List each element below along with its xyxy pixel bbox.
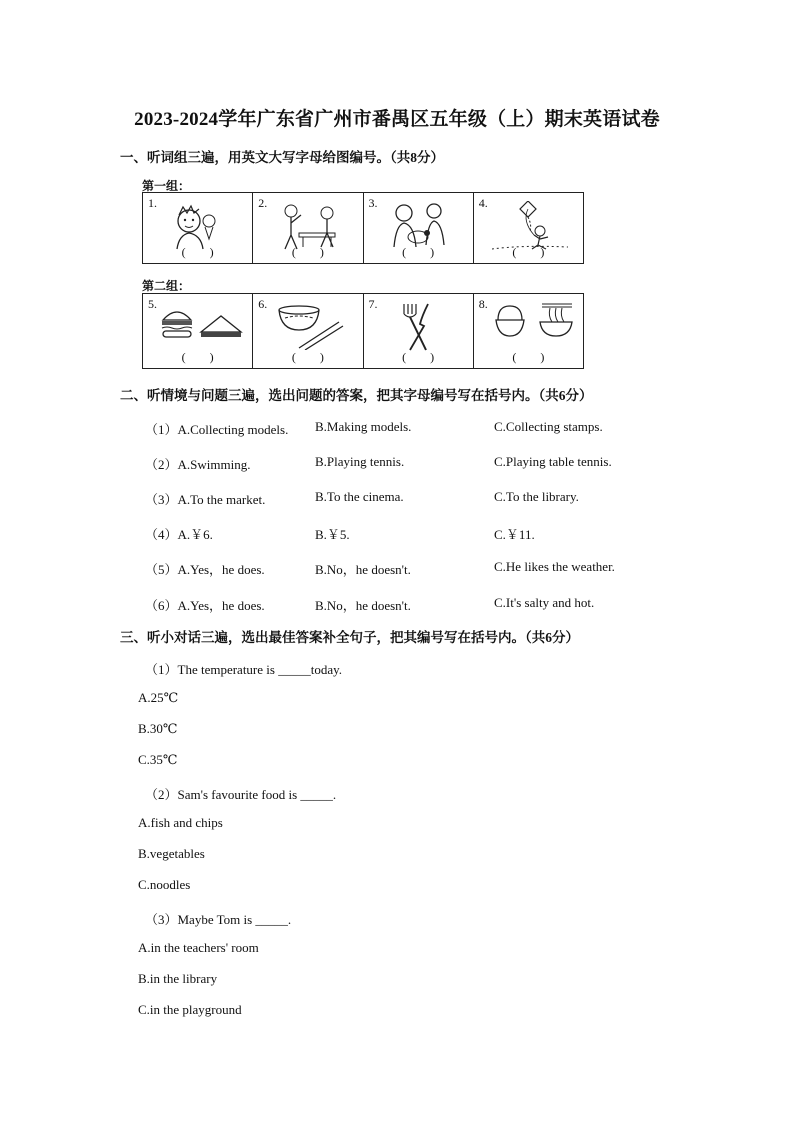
group2-grid: [142, 293, 584, 369]
item-number: 2.: [258, 196, 268, 210]
answer-option: B.30℃: [138, 721, 178, 736]
answer-option: A.in the teachers' room: [138, 940, 259, 955]
answer-blank: ( ): [512, 245, 545, 259]
question-text: （3）Maybe Tom is _____.: [145, 912, 292, 927]
hamburger-sandwich-icon: [157, 302, 247, 342]
option-c: C.￥11.: [494, 527, 535, 542]
option-c: C.He likes the weather.: [494, 559, 615, 574]
option-a: （5）A.Yes，he does.: [145, 562, 265, 577]
option-b: B.No，he doesn't.: [315, 562, 411, 577]
item-number: 1.: [148, 196, 157, 210]
option-c: C.It's salty and hot.: [494, 595, 595, 610]
item-number: 8.: [478, 297, 488, 311]
picture-cell-1: [143, 193, 252, 263]
picture-cell-2: [252, 193, 362, 263]
picture-cell-8: [473, 294, 583, 368]
answer-blank: ( ): [402, 350, 435, 364]
option-c: C.Collecting stamps.: [494, 419, 603, 434]
answer-option: B.in the library: [138, 971, 218, 986]
answer-option: A.25℃: [138, 690, 179, 705]
option-c: C.To the library.: [494, 489, 579, 504]
answer-blank: ( ): [402, 245, 435, 259]
answer-blank: ( ): [181, 245, 214, 259]
option-a: （6）A.Yes，he does.: [145, 598, 265, 613]
option-c: C.Playing table tennis.: [494, 454, 612, 469]
picture-cell-4: [473, 193, 583, 263]
fork-knife-icon: [394, 302, 454, 352]
section1-heading: 一、听词组三遍，用英文大写字母给图编号。（共8分）: [120, 150, 444, 165]
option-a: （4）A.￥6.: [145, 527, 213, 542]
group2-label: 第二组：: [142, 279, 191, 293]
question-text: （2）Sam's favourite food is _____.: [145, 787, 337, 802]
question-text: （1）The temperature is _____today.: [145, 662, 342, 677]
answer-blank: ( ): [181, 350, 214, 364]
picture-cell-5: [143, 294, 252, 368]
bowl-chopsticks-icon: [275, 302, 355, 350]
picture-cell-7: [363, 294, 473, 368]
answer-blank: ( ): [512, 350, 545, 364]
option-b: B.To the cinema.: [315, 489, 404, 504]
group1-grid: [142, 192, 584, 264]
answer-option: C.in the playground: [138, 1002, 242, 1017]
picture-cell-3: [363, 193, 473, 263]
group1-label: 第一组：: [142, 179, 191, 193]
item-number: 5.: [148, 297, 157, 311]
item-number: 4.: [478, 196, 488, 210]
answer-blank: ( ): [291, 350, 324, 364]
section2-heading: 二、听情境与问题三遍，选出问题的答案，把其字母编号写在括号内。（共6分）: [120, 388, 593, 403]
item-number: 6.: [258, 297, 268, 311]
picture-cell-6: [252, 294, 362, 368]
item-number: 7.: [368, 297, 378, 311]
option-b: B.Making models.: [315, 419, 412, 434]
answer-option: C.35℃: [138, 752, 178, 767]
option-a: （3）A.To the market.: [145, 492, 266, 507]
answer-blank: ( ): [291, 245, 324, 259]
answer-option: C.noodles: [138, 877, 191, 892]
answer-option: B.vegetables: [138, 846, 205, 861]
answer-option: A.fish and chips: [138, 815, 223, 830]
option-a: （2）A.Swimming.: [145, 457, 251, 472]
section3-heading: 三、听小对话三遍，选出最佳答案补全句子，把其编号写在括号内。（共6分）: [120, 630, 579, 645]
page-title: 2023-2024学年广东省广州市番禺区五年级（上）期末英语试卷: [134, 109, 660, 130]
item-number: 3.: [368, 196, 378, 210]
option-a: （1）A.Collecting models.: [145, 422, 289, 437]
option-b: B.￥5.: [315, 527, 350, 542]
option-b: B.No，he doesn't.: [315, 598, 411, 613]
option-b: B.Playing tennis.: [315, 454, 405, 469]
rice-noodles-icon: [492, 302, 582, 342]
